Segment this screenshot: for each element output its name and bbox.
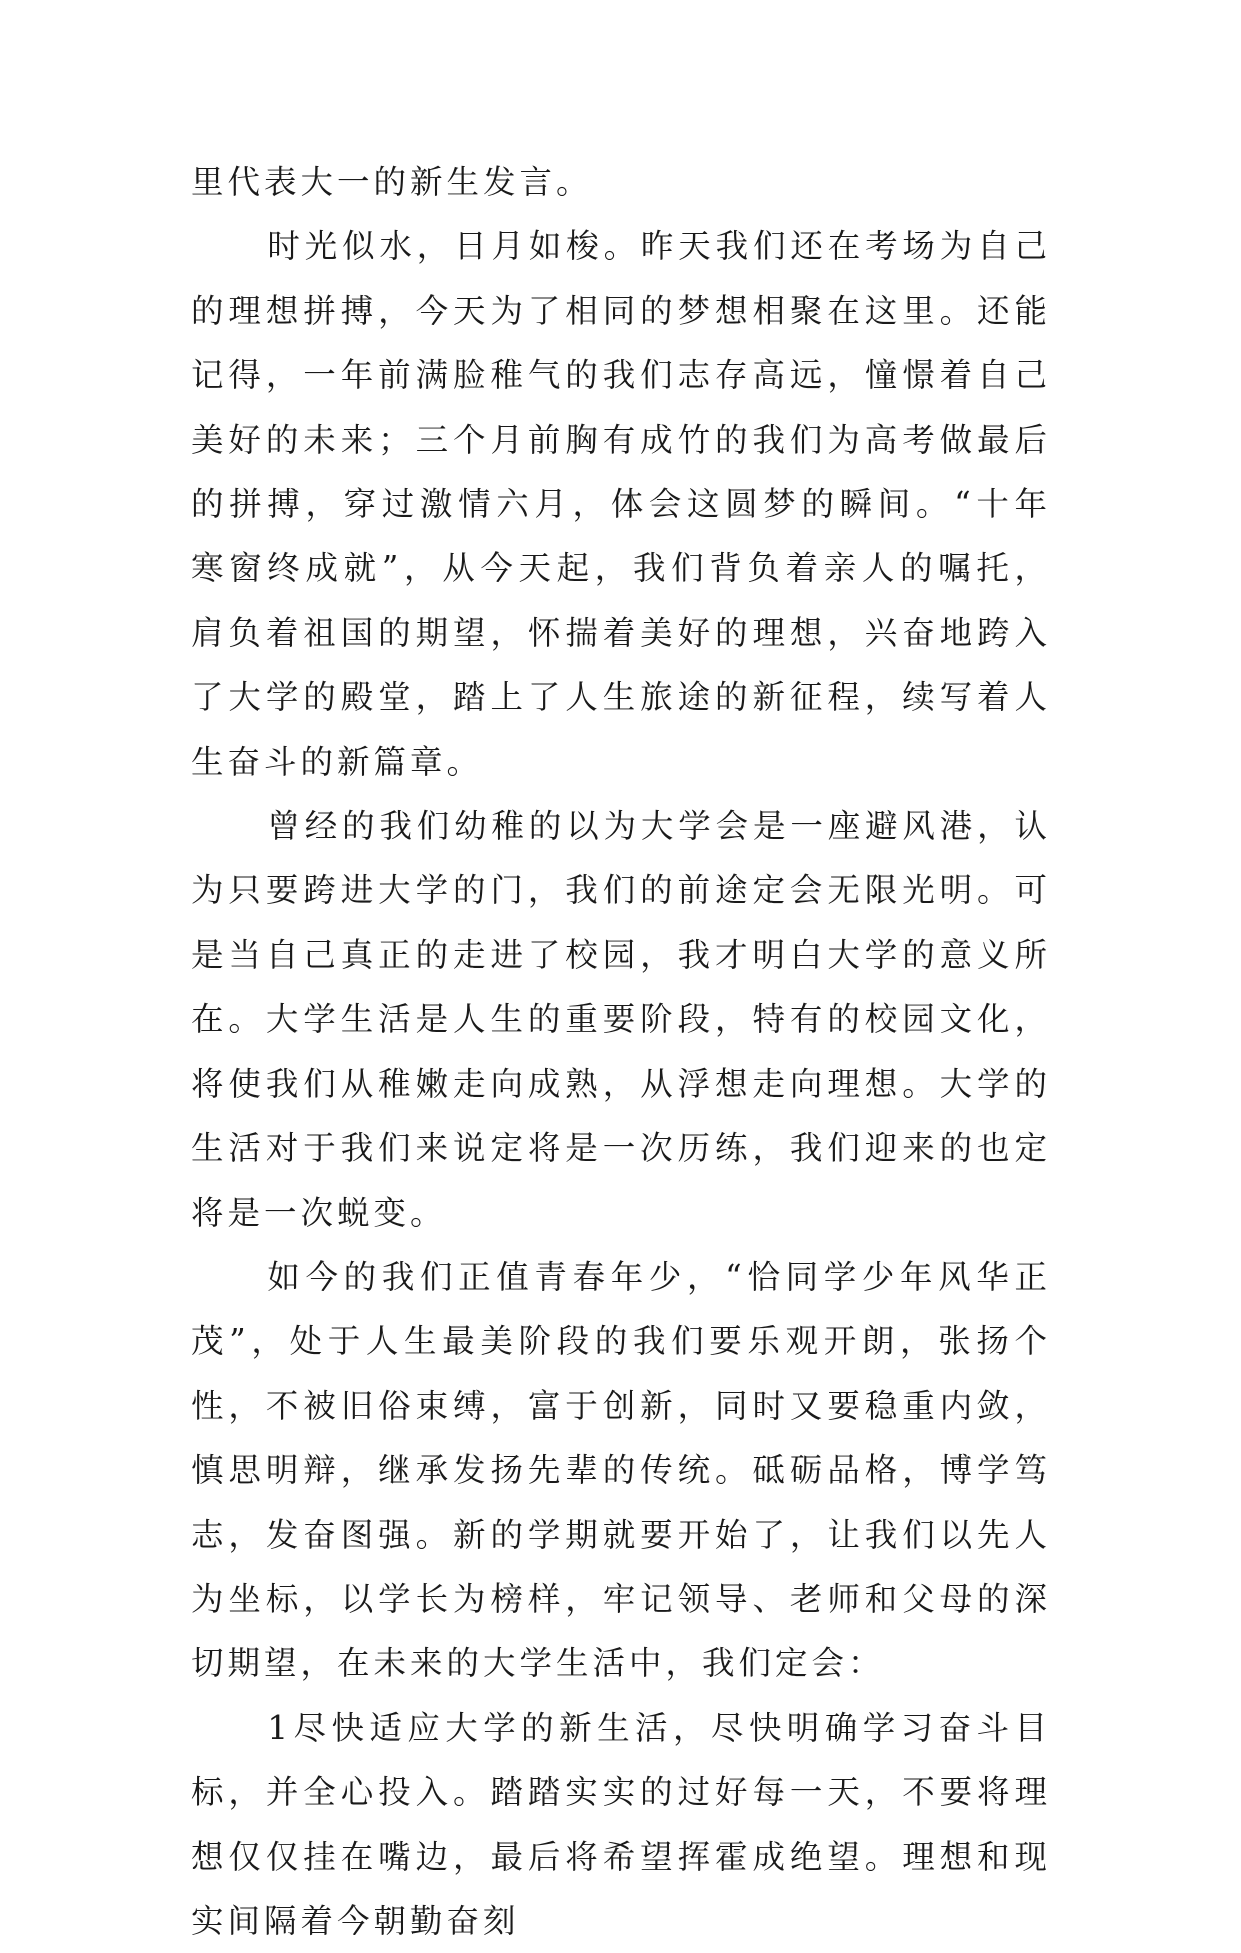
paragraph-5: 1尽快适应大学的新生活，尽快明确学习奋斗目标，并全心投入。踏踏实实的过好每一天，不要将理想仅仅挂在嘴边，最后将希望挥霍成绝望。理想和现实间隔着今朝勤奋刻 bbox=[191, 1708, 1051, 1940]
paragraph-2: 时光似水，日月如梭。昨天我们还在考场为自己的理想拼搏，今天为了相同的梦想相聚在这里。还能记得，一年前满脸稚气的我们志存高远，憧憬着自己美好的未来；三个月前胸有成竹的我们为高考做最后的拼搏，穿过激情六月，体会这圆梦的瞬间。“十年寒窗终成就”，从今天起，我们背负着亲人的嘱托，肩负着祖国的期望，怀揣着美好的理想，兴奋地跨入了大学的殿堂，踏上了人生旅途的新征程，续写着人生奋斗的新篇章。 bbox=[191, 227, 1051, 781]
paragraph-4: 如今的我们正值青春年少，“恰同学少年风华正茂”，处于人生最美阶段的我们要乐观开朗，张扬个性，不被旧俗束缚，富于创新，同时又要稳重内敛，慎思明辩，继承发扬先辈的传统。砥砺品格，博学笃志，发奋图强。新的学期就要开始了，让我们以先人为坐标，以学长为榜样，牢记领导、老师和父母的深切期望，在未来的大学生活中，我们定会： bbox=[191, 1257, 1051, 1683]
paragraph-1: 里代表大一的新生发言。 bbox=[191, 163, 593, 201]
paragraph-3: 曾经的我们幼稚的以为大学会是一座避风港，认为只要跨进大学的门，我们的前途定会无限光明。可是当自己真正的走进了校园，我才明白大学的意义所在。大学生活是人生的重要阶段，特有的校园文化，将使我们从稚嫩走向成熟，从浮想走向理想。大学的生活对于我们来说定将是一次历练，我们迎来的也定将是一次蜕变。 bbox=[191, 807, 1051, 1232]
document-body bbox=[191, 150, 1051, 1953]
